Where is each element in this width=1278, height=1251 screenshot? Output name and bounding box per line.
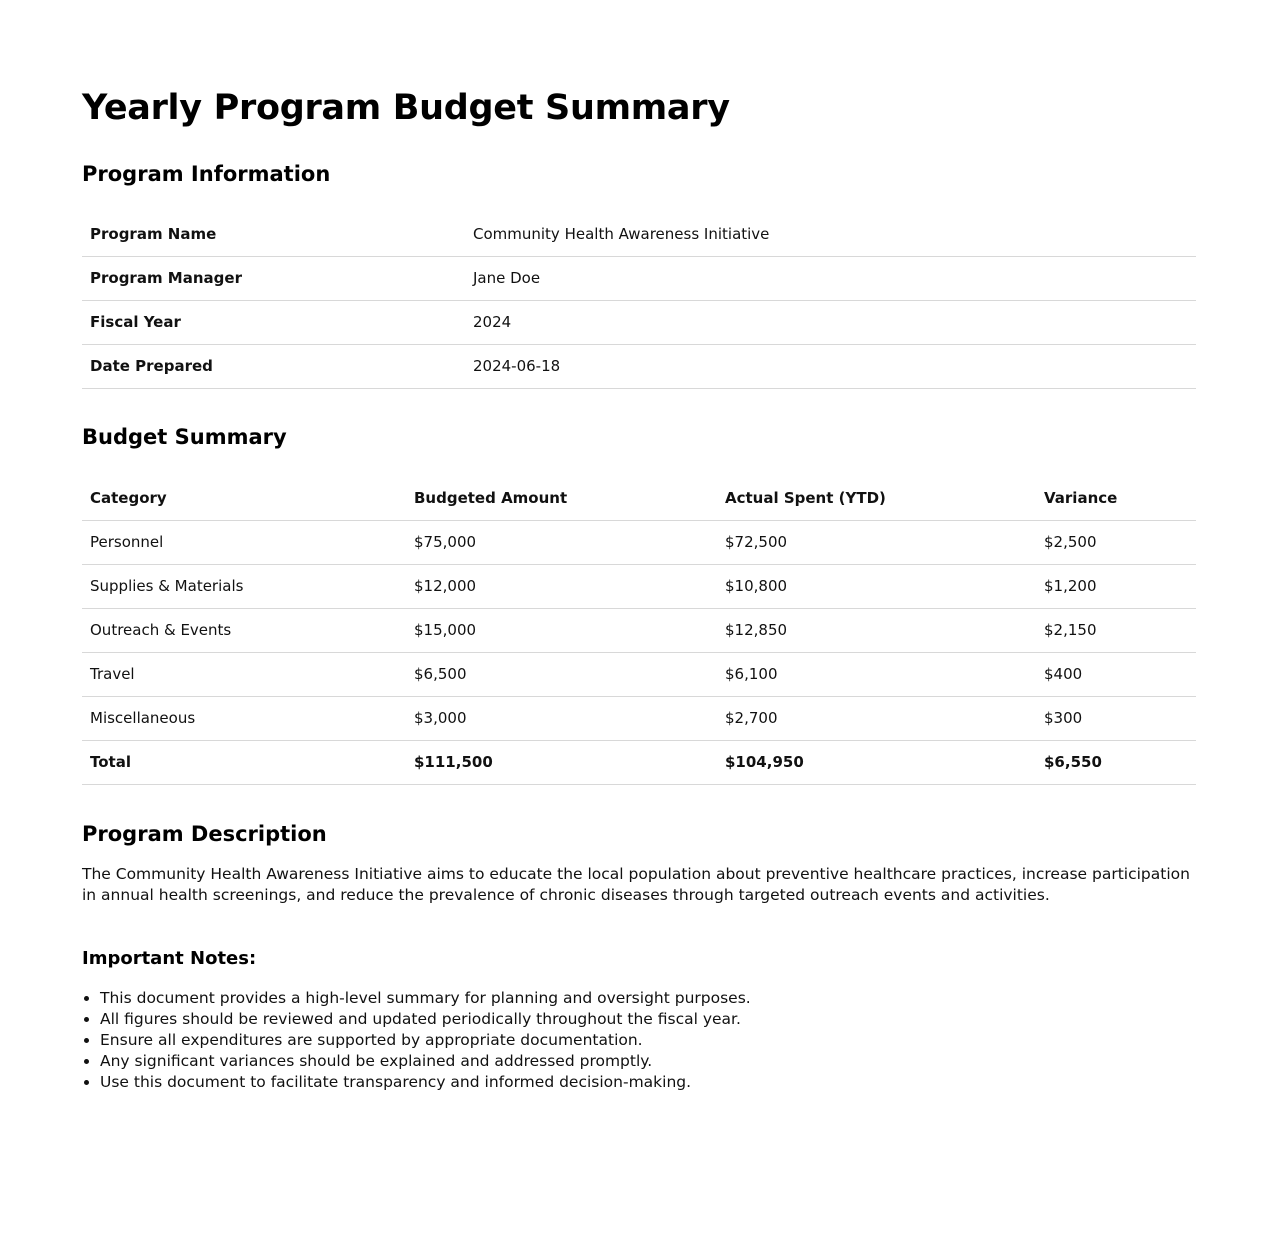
fiscal-year-value: 2024 xyxy=(465,300,1196,344)
total-actual: $104,950 xyxy=(717,740,1036,784)
date-prepared-label: Date Prepared xyxy=(82,344,465,388)
budgeted-cell: $15,000 xyxy=(406,608,717,652)
actual-cell: $2,700 xyxy=(717,696,1036,740)
important-notes-list xyxy=(82,988,751,1093)
budgeted-cell: $12,000 xyxy=(406,564,717,608)
table-header-row xyxy=(82,476,1196,520)
program-manager-label: Program Manager xyxy=(82,256,465,300)
category-cell: Personnel xyxy=(82,520,406,564)
budgeted-cell: $3,000 xyxy=(406,696,717,740)
variance-cell: $2,150 xyxy=(1036,608,1196,652)
category-cell: Miscellaneous xyxy=(82,696,406,740)
actual-cell: $12,850 xyxy=(717,608,1036,652)
category-cell: Travel xyxy=(82,652,406,696)
table-row xyxy=(82,608,1196,652)
table-row xyxy=(82,212,1196,256)
program-information-heading: Program Information xyxy=(82,162,331,186)
list-item: • This document provides a high-level summary for planning and oversight purposes. xyxy=(100,988,751,1009)
document-title: Yearly Program Budget Summary xyxy=(82,88,730,128)
total-row xyxy=(82,740,1196,784)
total-budgeted: $111,500 xyxy=(406,740,717,784)
actual-cell: $72,500 xyxy=(717,520,1036,564)
budgeted-cell: $75,000 xyxy=(406,520,717,564)
variance-cell: $300 xyxy=(1036,696,1196,740)
program-name-label: Program Name xyxy=(82,212,465,256)
table-row xyxy=(82,344,1196,388)
total-variance: $6,550 xyxy=(1036,740,1196,784)
list-item: • Use this document to facilitate transparency and informed decision-making. xyxy=(100,1072,751,1093)
column-header-actual: Actual Spent (YTD) xyxy=(717,476,1036,520)
variance-cell: $1,200 xyxy=(1036,564,1196,608)
column-header-category: Category xyxy=(82,476,406,520)
table-row xyxy=(82,520,1196,564)
category-cell: Supplies & Materials xyxy=(82,564,406,608)
program-name-value: Community Health Awareness Initiative xyxy=(465,212,1196,256)
table-row xyxy=(82,256,1196,300)
program-information-table xyxy=(82,212,1196,389)
budget-summary-table xyxy=(82,476,1196,785)
budgeted-cell: $6,500 xyxy=(406,652,717,696)
table-row xyxy=(82,652,1196,696)
budget-summary-heading: Budget Summary xyxy=(82,425,287,449)
list-item: • All figures should be reviewed and updated periodically throughout the fiscal year. xyxy=(100,1009,751,1030)
fiscal-year-label: Fiscal Year xyxy=(82,300,465,344)
important-notes-heading: Important Notes: xyxy=(82,948,257,969)
date-prepared-value: 2024-06-18 xyxy=(465,344,1196,388)
variance-cell: $400 xyxy=(1036,652,1196,696)
category-cell: Outreach & Events xyxy=(82,608,406,652)
list-item: • Any significant variances should be explained and addressed promptly. xyxy=(100,1051,751,1072)
list-item: • Ensure all expenditures are supported by appropriate documentation. xyxy=(100,1030,751,1051)
table-row xyxy=(82,300,1196,344)
variance-cell: $2,500 xyxy=(1036,520,1196,564)
program-description-text: The Community Health Awareness Initiative aims to educate the local population about preventive healthcare practices, increase participation in annual health screenings, and reduce the prevalence of chronic diseases through targeted outreach events and activities. xyxy=(82,865,1190,904)
column-header-budgeted: Budgeted Amount xyxy=(406,476,717,520)
table-row xyxy=(82,564,1196,608)
actual-cell: $6,100 xyxy=(717,652,1036,696)
column-header-variance: Variance xyxy=(1036,476,1196,520)
total-label: Total xyxy=(82,740,406,784)
actual-cell: $10,800 xyxy=(717,564,1036,608)
table-row xyxy=(82,696,1196,740)
program-description-heading: Program Description xyxy=(82,822,327,846)
program-manager-value: Jane Doe xyxy=(465,256,1196,300)
